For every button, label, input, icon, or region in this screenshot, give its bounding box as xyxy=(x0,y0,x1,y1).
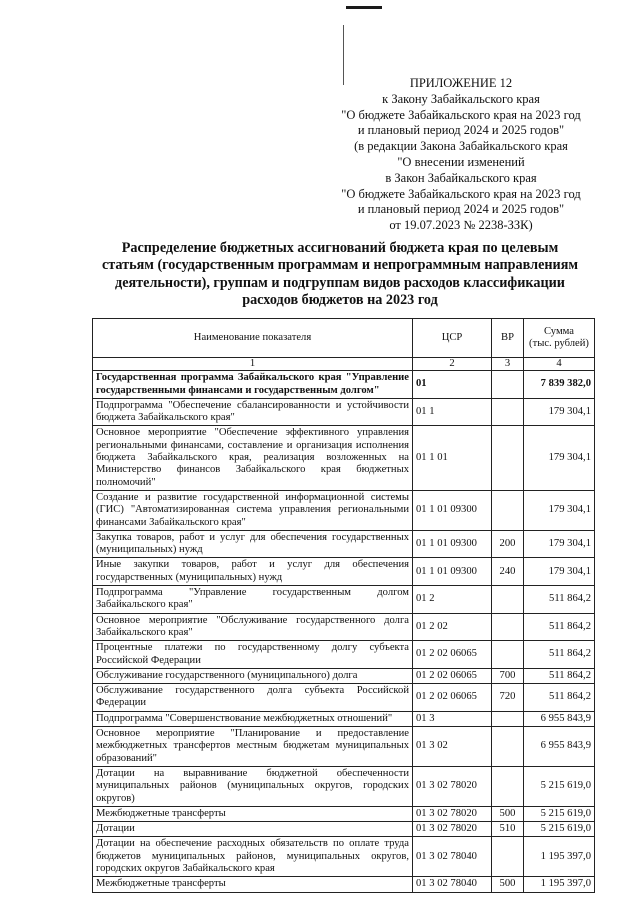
table-row xyxy=(93,727,595,767)
cell-csr: 01 2 02 xyxy=(413,613,492,641)
header-line: и плановый период 2024 и 2025 годов" xyxy=(357,123,565,138)
cell-csr: 01 3 02 78040 xyxy=(413,877,492,892)
cell-csr: 01 1 01 09300 xyxy=(413,530,492,558)
table-row xyxy=(93,837,595,877)
cell-csr: 01 3 02 78040 xyxy=(413,837,492,877)
table-row xyxy=(93,398,595,426)
cell-name: Процентные платежи по государственному долгу субъекта Российской Федерации xyxy=(93,641,413,669)
table-row xyxy=(93,558,595,586)
cell-sum: 511 864,2 xyxy=(524,668,595,683)
title-line: Распределение бюджетных ассигнований бюджета края по целевым xyxy=(121,240,559,256)
table-row xyxy=(93,684,595,712)
cell-name: Дотации xyxy=(93,822,413,837)
table-row xyxy=(93,613,595,641)
cell-name: Основное мероприятие "Обеспечение эффективного управления региональными финансами, составление и организация исполнения бюджета Забайкальского края, реализация возложенных на Министерство финансов Забайкальского края бюджетных полномочий" xyxy=(93,426,413,490)
cell-sum: 179 304,1 xyxy=(524,558,595,586)
column-number: 2 xyxy=(413,358,492,371)
column-header-name: Наименование показателя xyxy=(93,319,413,358)
table-row xyxy=(93,586,595,614)
title-line: статьям (государственным программам и непрограммным направлениям xyxy=(101,257,579,274)
cell-vr xyxy=(492,490,524,530)
sum-header-line: Сумма xyxy=(544,325,574,337)
cell-csr: 01 2 02 06065 xyxy=(413,684,492,712)
scan-artifact-mark xyxy=(346,6,382,9)
cell-vr: 500 xyxy=(492,877,524,892)
cell-name: Основное мероприятие "Обслуживание государственного долга Забайкальского края" xyxy=(93,613,413,641)
column-header-csr: ЦСР xyxy=(413,319,492,358)
cell-vr xyxy=(492,711,524,726)
table-row-program xyxy=(93,371,595,399)
cell-vr xyxy=(492,398,524,426)
cell-csr: 01 xyxy=(413,371,492,399)
table-header-row xyxy=(93,319,595,358)
cell-csr: 01 1 01 09300 xyxy=(413,490,492,530)
cell-sum: 5 215 619,0 xyxy=(524,766,595,806)
column-number: 1 xyxy=(93,358,413,371)
cell-vr xyxy=(492,371,524,399)
cell-name: Государственная программа Забайкальского края "Управление государственными финансами и государственным долгом" xyxy=(93,371,413,399)
cell-name: Создание и развитие государственной информационной системы (ГИС) "Автоматизированная система управления региональными финансами Забайкальского края" xyxy=(93,490,413,530)
table-row xyxy=(93,490,595,530)
table-row xyxy=(93,668,595,683)
cell-vr xyxy=(492,586,524,614)
cell-vr xyxy=(492,766,524,806)
cell-name: Подпрограмма "Обеспечение сбалансированности и устойчивости бюджета Забайкальского края" xyxy=(93,398,413,426)
cell-vr: 510 xyxy=(492,822,524,837)
cell-vr: 720 xyxy=(492,684,524,712)
cell-csr: 01 2 02 06065 xyxy=(413,641,492,669)
cell-vr: 200 xyxy=(492,530,524,558)
cell-sum: 179 304,1 xyxy=(524,490,595,530)
cell-sum: 179 304,1 xyxy=(524,426,595,490)
cell-csr: 01 3 xyxy=(413,711,492,726)
cell-sum: 1 195 397,0 xyxy=(524,837,595,877)
cell-csr: 01 3 02 xyxy=(413,727,492,767)
header-line: "О бюджете Забайкальского края на 2023 год xyxy=(341,107,581,122)
cell-csr: 01 1 01 09300 xyxy=(413,558,492,586)
cell-csr: 01 3 02 78020 xyxy=(413,766,492,806)
cell-name: Иные закупки товаров, работ и услуг для обеспечения государственных (муниципальных) нужд xyxy=(93,558,413,586)
cell-csr: 01 1 xyxy=(413,398,492,426)
cell-sum: 7 839 382,0 xyxy=(524,371,595,399)
table-row xyxy=(93,641,595,669)
cell-name: Межбюджетные трансферты xyxy=(93,806,413,821)
cell-sum: 511 864,2 xyxy=(524,684,595,712)
table-row xyxy=(93,426,595,490)
header-line-law-date: от 19.07.2023 № 2238-ЗЗК) xyxy=(389,218,533,233)
cell-name: Дотации на обеспечение расходных обязательств по оплате труда бюджетов муниципальных районов, муниципальных округов, городских округов Забайкальского края xyxy=(93,837,413,877)
cell-vr xyxy=(492,727,524,767)
column-number: 4 xyxy=(524,358,595,371)
cell-vr xyxy=(492,613,524,641)
cell-name: Обслуживание государственного (муниципального) долга xyxy=(93,668,413,683)
cell-vr: 700 xyxy=(492,668,524,683)
appendix-header xyxy=(330,76,592,234)
title-line: расходов бюджетов на 2023 год xyxy=(242,291,438,308)
column-header-sum xyxy=(524,319,595,358)
cell-name: Подпрограмма "Управление государственным долгом Забайкальского края" xyxy=(93,586,413,614)
column-header-vr: ВР xyxy=(492,319,524,358)
document-title xyxy=(95,240,585,309)
column-number-row xyxy=(93,358,595,371)
table-row xyxy=(93,530,595,558)
table-row xyxy=(93,766,595,806)
cell-csr: 01 3 02 78020 xyxy=(413,806,492,821)
cell-vr: 240 xyxy=(492,558,524,586)
cell-sum: 511 864,2 xyxy=(524,586,595,614)
header-line-appendix-number: ПРИЛОЖЕНИЕ 12 xyxy=(409,76,513,90)
cell-vr xyxy=(492,426,524,490)
table-row xyxy=(93,711,595,726)
table-row xyxy=(93,822,595,837)
cell-name: Межбюджетные трансферты xyxy=(93,877,413,892)
cell-sum: 6 955 843,9 xyxy=(524,727,595,767)
column-number: 3 xyxy=(492,358,524,371)
cell-csr: 01 1 01 xyxy=(413,426,492,490)
cell-sum: 179 304,1 xyxy=(524,530,595,558)
table-row xyxy=(93,806,595,821)
cell-csr: 01 3 02 78020 xyxy=(413,822,492,837)
cell-vr xyxy=(492,641,524,669)
cell-name: Основное мероприятие "Планирование и предоставление межбюджетных трансфертов местным бюджетам муниципальных образований" xyxy=(93,727,413,767)
cell-vr xyxy=(492,837,524,877)
sum-header-unit: (тыс. рублей) xyxy=(529,338,589,349)
header-line: и плановый период 2024 и 2025 годов" xyxy=(357,202,565,217)
header-line: к Закону Забайкальского края xyxy=(382,91,540,106)
cell-name: Закупка товаров, работ и услуг для обеспечения государственных (муниципальных) нужд xyxy=(93,530,413,558)
cell-sum: 511 864,2 xyxy=(524,641,595,669)
header-line: в Закон Забайкальского края xyxy=(385,170,537,185)
cell-name: Дотации на выравнивание бюджетной обеспеченности муниципальных районов (муниципальных округов, городских округов) xyxy=(93,766,413,806)
header-line: (в редакции Закона Забайкальского края xyxy=(354,139,568,154)
cell-sum: 1 195 397,0 xyxy=(524,877,595,892)
cell-csr: 01 2 02 06065 xyxy=(413,668,492,683)
cell-vr: 500 xyxy=(492,806,524,821)
budget-allocation-table xyxy=(92,318,595,893)
cell-sum: 6 955 843,9 xyxy=(524,711,595,726)
cell-sum: 511 864,2 xyxy=(524,613,595,641)
cell-name: Обслуживание государственного долга субъекта Российской Федерации xyxy=(93,684,413,712)
header-line: "О внесении изменений xyxy=(397,154,525,169)
table-row xyxy=(93,877,595,892)
cell-sum: 179 304,1 xyxy=(524,398,595,426)
cell-csr: 01 2 xyxy=(413,586,492,614)
cell-name: Подпрограмма "Совершенствование межбюджетных отношений" xyxy=(93,711,413,726)
title-line: деятельности), группам и подгруппам видов расходов классификации xyxy=(115,274,565,291)
cell-sum: 5 215 619,0 xyxy=(524,822,595,837)
cell-sum: 5 215 619,0 xyxy=(524,806,595,821)
header-line: "О бюджете Забайкальского края на 2023 год xyxy=(341,186,581,201)
